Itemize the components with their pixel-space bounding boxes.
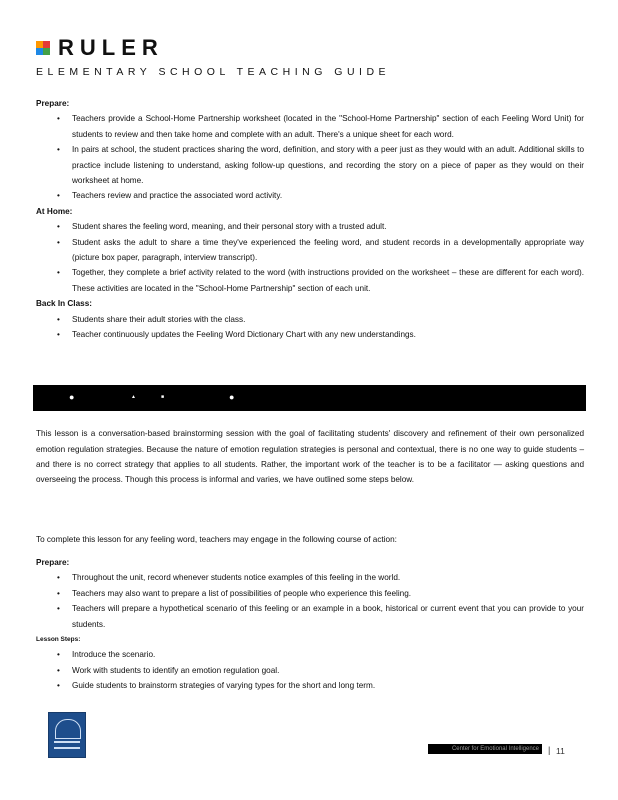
banner-dot-icon: ●	[69, 392, 75, 402]
footer-separator: |	[548, 745, 551, 755]
list-item: • Teachers provide a School-Home Partnership worksheet (located in the "School-Home Partnership" section of each Feeling Word Unit) for students to review and then take home and complete with an adult. There's a unique sheet for each word.	[36, 111, 584, 142]
at-home-list	[36, 219, 584, 296]
list-item: • In pairs at school, the student practices sharing the word, definition, and story with a peer just as they would with an adult. Additional skills to practice include listening to understand, asking follow-up questions, and recording the story on a piece of paper as they would on their worksheet at home.	[36, 142, 584, 188]
list-item: • Teachers will prepare a hypothetical scenario of this feeling or an example in a book, historical or current event that you can provide to your students.	[36, 601, 584, 632]
footer-copyright: Center for Emotional Intelligence	[428, 744, 542, 754]
list-item: • Students share their adult stories with the class.	[36, 312, 584, 327]
ruler-logo-icon	[36, 41, 50, 55]
lesson-plan	[36, 555, 584, 694]
prepare-list	[36, 111, 584, 203]
back-in-class-list	[36, 312, 584, 343]
banner-dot-icon: ●	[229, 392, 235, 402]
intro-paragraph: This lesson is a conversation-based brainstorming session with the goal of facilitating students' discovery and refinement of their own personalized emotion regulation strategies. Because the nature of emotion regulation strategies is personal and contextual, there is no one way to guide students – and there is no correct strategy that applies to all students. Rather, the important work of the teacher is to be a facilitator — asking questions and overseeing the process. Though this process is informal and varies, we have outlined some steps below.	[36, 429, 584, 485]
lesson-steps-heading: Lesson Steps:	[36, 636, 81, 644]
section-banner	[33, 385, 586, 411]
list-item: • Student asks the adult to share a time they've experienced the feeling word, and student records in a developmentally appropriate way (picture box paper, paragraph, interview transcript).	[36, 235, 584, 266]
list-item: • Student shares the feeling word, meaning, and their personal story with a trusted adult.	[36, 219, 584, 234]
prepare-heading: Prepare:	[36, 99, 70, 108]
banner-mark-icon: ▲	[131, 394, 136, 400]
list-item: • Guide students to brainstorm strategies of varying types for the short and long term.	[36, 678, 584, 693]
course-paragraph: To complete this lesson for any feeling word, teachers may engage in the following course of action:	[36, 535, 397, 545]
page-title: RULER	[58, 35, 164, 60]
list-item: • Together, they complete a brief activity related to the word (with instructions provided on the worksheet – these are different for each word). These activities are located in the "School-Home Partnership" section of each unit.	[36, 265, 584, 296]
prepare-heading: Prepare:	[36, 558, 70, 567]
list-item: • Teacher continuously updates the Feeling Word Dictionary Chart with any new understandings.	[36, 327, 584, 342]
page-number: 11	[556, 746, 565, 756]
list-item: • Introduce the scenario.	[36, 647, 584, 662]
at-home-heading: At Home:	[36, 206, 73, 216]
list-item: • Throughout the unit, record whenever students notice examples of this feeling in the world.	[36, 570, 584, 585]
school-badge-icon	[48, 712, 86, 758]
lesson-steps-list	[36, 647, 584, 693]
back-in-class-heading: Back In Class:	[36, 299, 92, 309]
list-item: • Work with students to identify an emotion regulation goal.	[36, 663, 584, 678]
prepare-list	[36, 570, 584, 632]
list-item: • Teachers may also want to prepare a list of possibilities of people who experience this feeling.	[36, 586, 584, 601]
page-subtitle: ELEMENTARY SCHOOL TEACHING GUIDE	[36, 66, 391, 78]
list-item: • Teachers review and practice the associated word activity.	[36, 188, 584, 203]
banner-mark-icon: ■	[161, 394, 165, 400]
partnership-steps	[36, 96, 584, 343]
